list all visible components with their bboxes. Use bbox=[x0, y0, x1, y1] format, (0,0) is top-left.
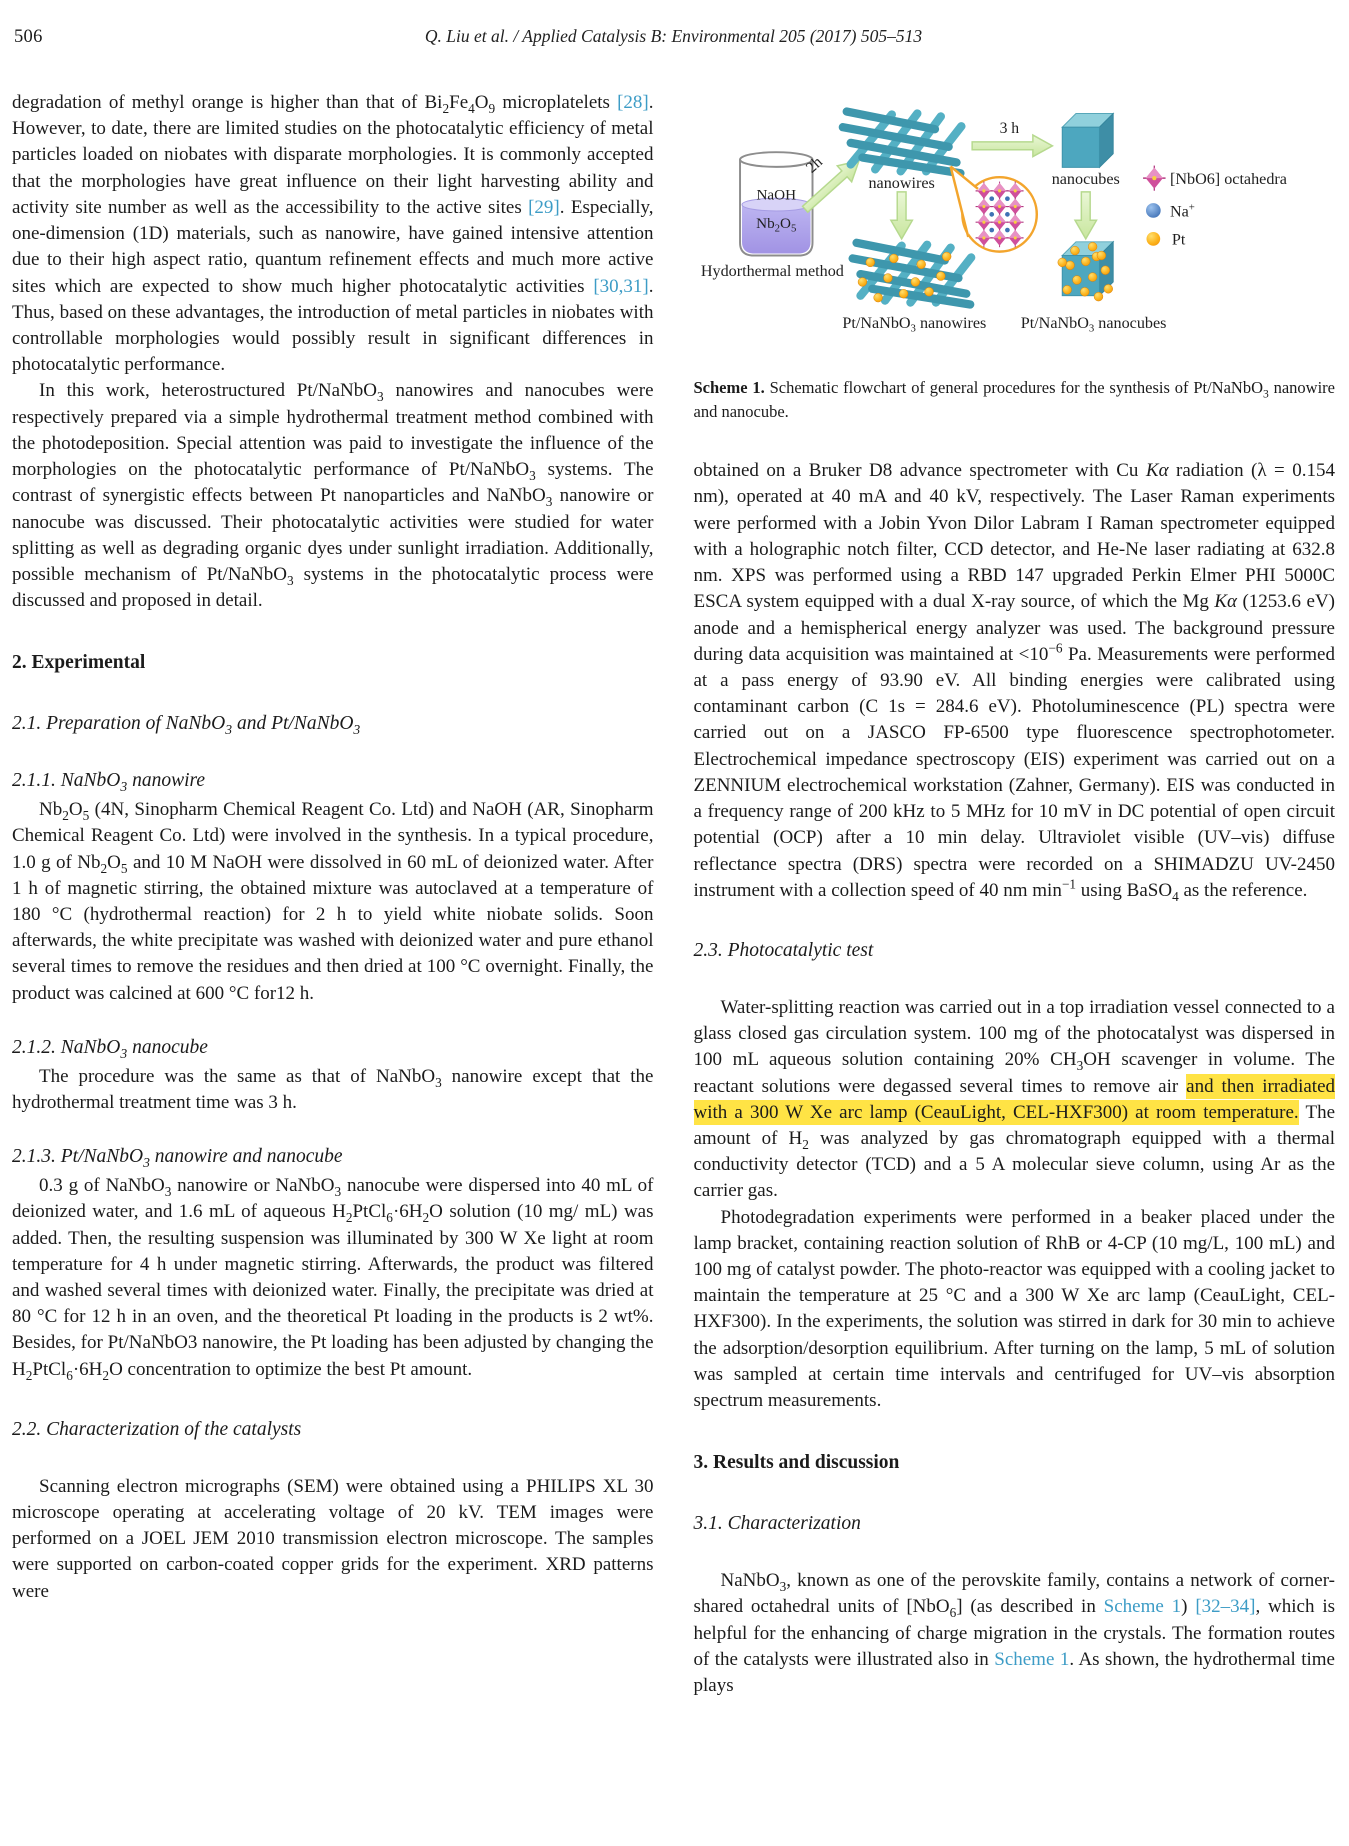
paragraph-this-work: In this work, heterostructured Pt/NaNbO$_3$ nanowires and nanocubes were respectively prepared via a simple hydrothermal treatment method combined with the photodeposition. Special attention was paid to investigate the influence of the morphologies on the photocatalytic performance of Pt/NaNbO$_3$ systems. The contrast of synergistic effects between Pt nanoparticles and NaNbO$_3$ nanowire or nanocube was discussed. Their photocatalytic activities were studied for water splitting as well as degrading organic dyes under sunlight irradiation. Additionally, possible mechanism of Pt/NaNbO$_3$ systems in the photocatalytic process were discussed and proposed in detail. bbox=[12, 380, 654, 612]
page-header bbox=[12, 26, 1335, 52]
scheme-1-caption bbox=[694, 376, 1336, 424]
subsection-heading-2-3: 2.3. Photocatalytic test bbox=[693, 939, 874, 961]
scheme-link[interactable]: Scheme 1 bbox=[994, 1648, 1070, 1670]
pt-nanocubes-label: Pt/NaNbO$_3$ nanocubes bbox=[1020, 314, 1166, 335]
section-heading-results: 3. Results and discussion bbox=[693, 1452, 900, 1474]
subsection-heading-2-1: 2.1. Preparation of NaNbO$_3$ and Pt/NaNbO$_3$ bbox=[12, 713, 361, 738]
arrow-down-nanowires-icon bbox=[890, 192, 912, 239]
paragraph-intro-continuation: degradation of methyl orange is higher than that of $Bi_2Fe_4O_9$ microplatelets [28]. However, to date, there are limited studies on the photocatalytic efficiency of metal particles loaded on niobates with disparate morphologies. It is commonly accepted that the morphologies have great influence on their light harvesting ability and activity site number as well as the accessibility to the active sites [29]. Especially, one-dimension (1D) materials, such as nanowire, have gained intensive attention due to their high aspect ratio, quantum refinement effects and much more active sites which are expected to show much higher photocatalytic activities [30,31]. Thus, based on these advantages, the introduction of metal particles in niobates with controllable morphologies would possibly result in significant differences in photocatalytic performance. bbox=[12, 92, 654, 376]
scheme-link[interactable]: Scheme 1 bbox=[1103, 1596, 1182, 1618]
two-column-body bbox=[12, 90, 1335, 1699]
legend-na-icon bbox=[1145, 203, 1160, 218]
magnifier-octahedra-icon bbox=[950, 166, 1036, 251]
citation-link[interactable]: [28] bbox=[617, 92, 649, 113]
scheme-1-caption-label: Scheme 1. bbox=[693, 378, 765, 398]
beaker-nb2o5-label: $Nb_2O_5$ bbox=[755, 215, 796, 235]
subsubsection-heading-2-1-2: 2.1.2. NaNbO$_3$ nanocube bbox=[12, 1036, 208, 1061]
legend-pt-icon bbox=[1146, 232, 1160, 246]
arrow-down-nanocubes-icon bbox=[1074, 192, 1096, 239]
arrow-2h-label: 2h bbox=[802, 153, 826, 177]
highlighted-text: and then irradiated with a 300 W Xe arc lamp (CeauLight, CEL-HXF300) at room temperature. bbox=[693, 1075, 1335, 1123]
nanowires-label: nanowires bbox=[867, 174, 935, 192]
pt-nanowires-label: Pt/NaNbO$_3$ nanowires bbox=[841, 314, 986, 335]
legend-octahedron-icon bbox=[1143, 166, 1165, 191]
citation-link[interactable]: [30,31] bbox=[593, 275, 649, 297]
left-column bbox=[12, 90, 654, 1699]
legend-pt-label: Pt bbox=[1171, 231, 1185, 249]
right-column bbox=[694, 90, 1336, 1699]
paragraph-photodegradation: Photodegradation experiments were performed in a beaker placed under the lamp bracket, containing reaction solution of RhB or 4-CP (10 mg/L, 100 mL) and 100 mg of catalyst powder. The photo-reactor was equipped with a cooling jacket to maintain the temperature at 25 °C and a 300 W Xe arc lamp (CeauLight, CEL-HXF300). In the experiments, the solution was stirred in dark for 30 min to achieve the adsorption/desorption equilibrium. After turning on the lamp, 5 mL of solution was sampled at certain time intervals and centrifuged for UV–vis absorption spectrum measurements. bbox=[693, 1206, 1335, 1412]
pt-nanocubes-icon bbox=[1057, 242, 1112, 301]
legend-na-label: Na+ bbox=[1169, 201, 1195, 221]
scheme-1-caption-text: Schematic flowchart of general procedures for the synthesis of Pt/NaNbO$_3$ nanowire and nanocube. bbox=[693, 378, 1335, 422]
nanowires-icon bbox=[842, 112, 961, 174]
beaker-naoh-label: NaOH bbox=[755, 186, 796, 204]
paragraph-characterization: Scanning electron micrographs (SEM) were obtained using a PHILIPS XL 30 microscope operating at accelerating voltage of 20 kV. TEM images were performed on a JOEL JEM 2010 transmission electron microscope. The samples were supported on carbon-coated copper grids for the experiment. XRD patterns were bbox=[12, 1475, 654, 1602]
paragraph-nanocube-synthesis: The procedure was the same as that of NaNbO$_3$ nanowire except that the hydrothermal treatment time was 3 h. bbox=[12, 1065, 654, 1113]
nanocube-icon bbox=[1062, 114, 1113, 168]
paragraph-characterization-results: NaNbO$_3$, known as one of the perovskite family, contains a network of corner-shared octahedral units of [NbO$_6$] (as described in Scheme 1) [32–34], which is helpful for the enhancing of charge migration in the crystals. The formation routes of the catalysts were illustrated also in Scheme 1. As shown, the hydrothermal time plays bbox=[693, 1570, 1335, 1697]
subsubsection-heading-2-1-3: 2.1.3. Pt/NaNbO$_3$ nanowire and nanocube bbox=[12, 1146, 343, 1171]
section-heading-experimental: 2. Experimental bbox=[12, 652, 146, 674]
beaker-icon bbox=[740, 152, 812, 255]
citation-link[interactable]: [32–34] bbox=[1195, 1596, 1256, 1618]
paragraph-nanowire-synthesis: $Nb_2O_5$ (4N, Sinopharm Chemical Reagent Co. Ltd) and NaOH (AR, Sinopharm Chemical Reagent Co. Ltd) were involved in the synthesis. In a typical procedure, 1.0 g of $Nb_2O_5$ and 10 M NaOH were dissolved in 60 mL of deionized water. After 1 h of magnetic stirring, the obtained mixture was autoclaved at a temperature of 180 °C (hydrothermal reaction) for 2 h to yield white niobate solids. Soon afterwards, the white precipitate was washed with deionized water and pure ethanol several times to remove the residues and then dried at 100 °C overnight. Finally, the product was calcined at 600 °C for12 h. bbox=[12, 799, 654, 1004]
paragraph-water-splitting: Water-splitting reaction was carried out in a top irradiation vessel connected to a glass closed gas circulation system. 100 mg of the photocatalyst was dispersed in 100 mL aqueous solution containing 20% $CH_3OH$ scavenger in volume. The reactant solutions were degassed several times to remove air and then irradiated with a 300 W Xe arc lamp (CeauLight, CEL-HXF300) at room temperature. The amount of $H_2$ was analyzed by gas chromatograph equipped with a thermal conductivity detector (TCD) and a 5 A molecular sieve column, using Ar as the carrier gas. bbox=[693, 996, 1335, 1202]
subsubsection-heading-2-1-1: 2.1.1. NaNbO$_3$ nanowire bbox=[12, 770, 206, 795]
scheme-1-figure bbox=[694, 90, 1336, 424]
paragraph-instruments: obtained on a Bruker D8 advance spectrometer with Cu Kα radiation (λ = 0.154 nm), operated at 40 mA and 40 kV, respectively. The Laser Raman experiments were performed with a Jobin Yvon Dilor Labram I Raman spectrometer equipped with a holographic notch filter, CCD detector, and He-Ne laser radiating at 632.8 nm. XPS was performed using a RBD 147 upgraded Perkin Elmer PHI 5000C ESCA system equipped with a dual X-ray source, of which the Mg Kα (1253.6 eV) anode and a hemispherical energy analyzer was used. The background pressure during data acquisition was maintained at $<10^{-6}$ Pa. Measurements were performed at a pass energy of 93.90 eV. All binding energies were calibrated using contaminant carbon (C 1s = 284.6 eV). Photoluminescence (PL) spectra were carried out on a JASCO FP-6500 type fluorescence spectrophotometer. Electrochemical impedance spectroscopy (EIS) experiment was carried out on a ZENNIUM electrochemical workstation (Zahner, Germany). EIS was conducted in a frequency range of 200 kHz to 5 MHz for 10 mV in DC potential of open circuit potential (OCP) after a 10 min delay. Ultraviolet visible (UV–vis) diffuse reflectance spectra (DRS) spectra were recorded on a SHIMADZU UV-2450 instrument with a collection speed of 40 nm $\min^{-1} using$ BaSO$_4$ as the reference. bbox=[693, 460, 1335, 904]
arrow-3h-icon bbox=[972, 120, 1052, 157]
scheme-1-graphic bbox=[694, 90, 1336, 356]
journal-header-line: Q. Liu et al. / Applied Catalysis B: Environmental 205 (2017) 505–513 bbox=[424, 26, 923, 46]
nanocubes-label: nanocubes bbox=[1051, 171, 1120, 189]
hydrothermal-method-label: Hydorthermal method bbox=[700, 263, 844, 281]
pt-nanowires-icon bbox=[852, 243, 971, 305]
scheme-legend bbox=[1143, 166, 1287, 249]
subsection-heading-2-2: 2.2. Characterization of the catalysts bbox=[12, 1418, 302, 1440]
citation-link[interactable]: [29] bbox=[528, 196, 560, 218]
page-number: 506 bbox=[14, 27, 43, 47]
subsection-heading-3-1: 3.1. Characterization bbox=[693, 1513, 861, 1535]
paragraph-pt-loading: 0.3 g of NaNbO$_3$ nanowire or NaNbO$_3$ nanocube were dispersed into 40 mL of deionized water, and 1.6 mL of aqueous $H_2PtCl_6\cdot 6H_2O$ solution (10 mg/ mL) was added. Then, the resulting suspension was illuminated by 300 W Xe light at room temperature for 4 h under magnetic stirring. Afterwards, the product was filtered and washed several times with deionized water. Finally, the precipitate was dried at 80 °C for 12 h in an oven, and the theoretical Pt loading in the products is 2 wt%. Besides, for Pt/NaNbO3 nanowire, the Pt loading has been adjusted by changing the $H_2PtCl_6\cdot 6H_2O$ concentration to optimize the best Pt amount. bbox=[12, 1175, 654, 1383]
arrow-3h-label: 3 h bbox=[999, 120, 1019, 138]
legend-octahedra-label: [NbO6] octahedra bbox=[1169, 171, 1287, 189]
